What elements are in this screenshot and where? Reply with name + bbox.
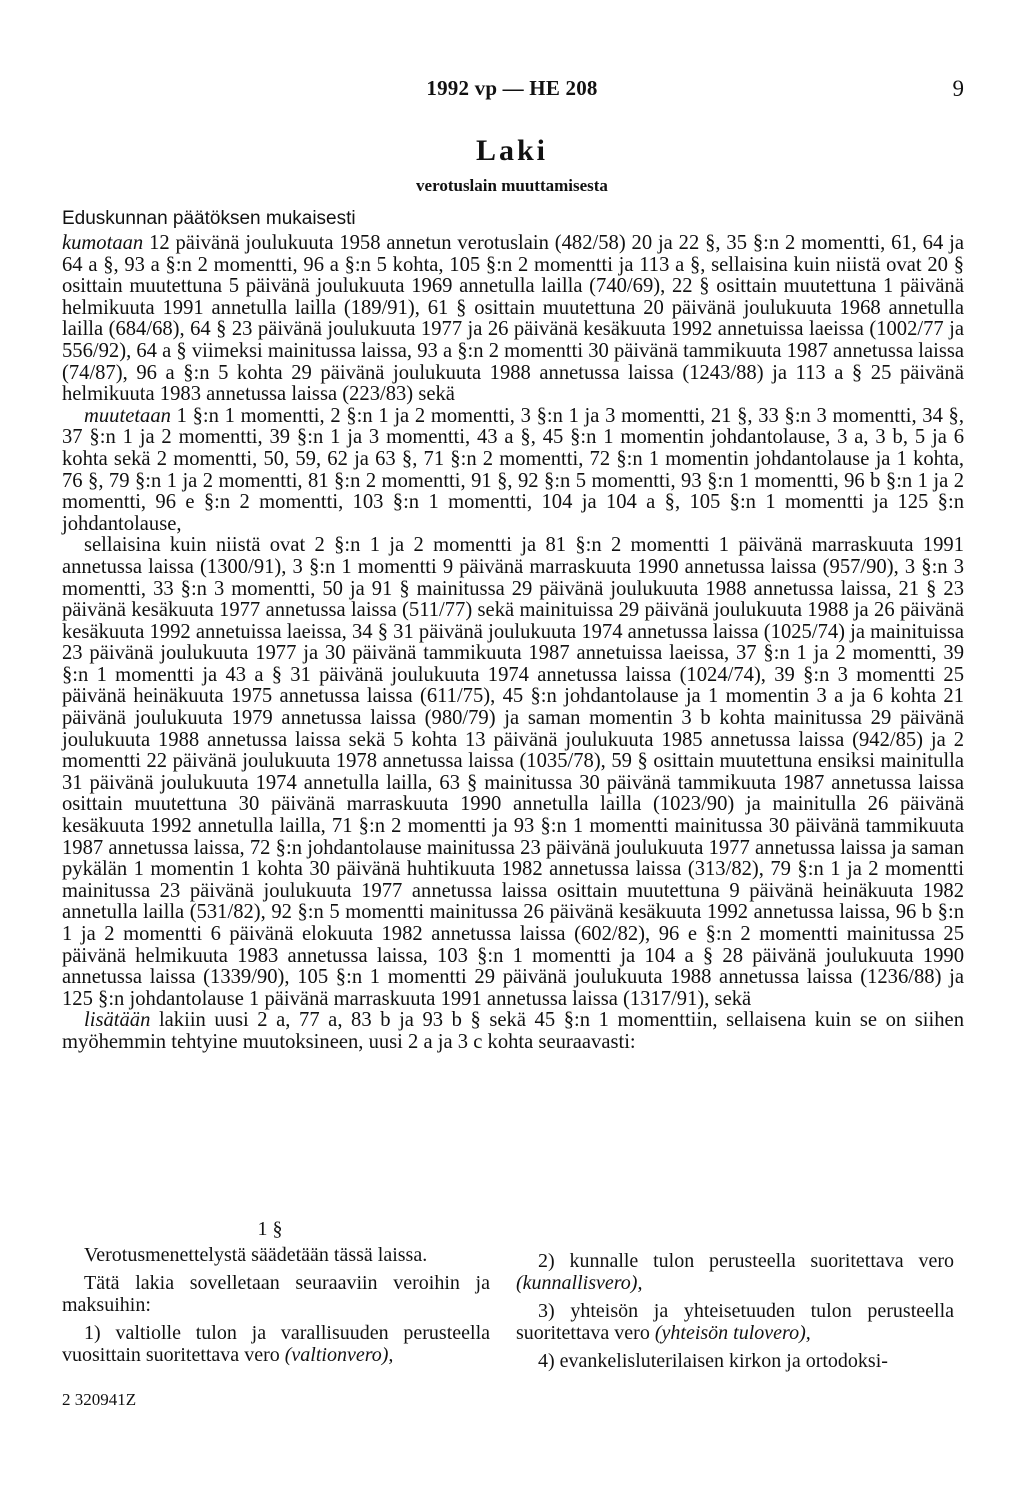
item-3-term: (yhteisön tulovero), <box>654 1322 811 1344</box>
law-subtitle: verotuslain muuttamisesta <box>416 176 608 195</box>
section-item-1 <box>62 1322 490 1366</box>
print-code: 2 320941Z <box>62 1390 137 1409</box>
amend-text: 1 §:n 1 momentti, 2 §:n 1 ja 2 momentti, 3 §:n 1 ja 3 momentti, 21 §, 33 §:n 3 momentti, 34 §, 37 §:n 1 ja 2 momentti, 39 §:n 1 ja 3 momentti, 43 a §, 45 §:n 1 momentin johdantolause, 3 a, 3 b, 5 ja 6 kohta sekä 2 momentti, 50, 59, 62 ja 63 §, 71 §:n 2 momentti, 72 §:n 1 momentin johdantolause ja 1 kohta, 76 §, 79 §:n 1 ja 2 momentti, 81 §:n 2 momentti, 91 §, 92 §:n 5 momentti, 93 §:n 1 momentti, 96 b §:n 1 ja 2 momentti, 96 e §:n 2 momentti, 103 §:n 1 momentti, 104 ja 104 a §, 105 §:n 1 momentti ja 125 §:n johdantolause, <box>62 404 964 535</box>
left-column <box>62 1244 490 1372</box>
right-column <box>516 1250 954 1378</box>
enactment-clause: Eduskunnan päätöksen mukaisesti <box>62 208 356 229</box>
item-2-term: (kunnallisvero), <box>516 1272 643 1294</box>
section-heading: 1 § <box>257 1218 283 1240</box>
amend-keyword: muutetaan <box>84 404 171 427</box>
section-item-4: 4) evankelisluterilaisen kirkon ja ortodoksi- <box>538 1350 888 1372</box>
running-title: 1992 vp — HE 208 <box>426 76 598 100</box>
item-1-term: (valtionvero), <box>284 1344 394 1366</box>
add-text: lakiin uusi 2 a, 77 a, 83 b ja 93 b § sekä 45 §:n 1 momenttiin, sellaisena kuin se on siihen myöhemmin tehtyine muutoksineen, uusi 2 a ja 3 c kohta seuraavasti: <box>62 1009 964 1053</box>
section-item-3 <box>516 1300 954 1344</box>
page-number: 9 <box>952 76 964 101</box>
item-1-text: 1) valtiolle tulon ja varallisuuden perusteella vuosittain suoritettava vero <box>62 1322 490 1366</box>
repeal-keyword: kumotaan <box>62 232 144 254</box>
section-item-2 <box>516 1250 954 1294</box>
amend-detail-paragraph: sellaisina kuin niistä ovat 2 §:n 1 ja 2 momentti ja 81 §:n 2 momentti 1 päivänä marraskuuta 1991 annetussa laissa (1300/91), 3 §:n 1 momentti 9 päivänä marraskuuta 1990 annetussa laissa (957/90), 3 §:n 3 momentti, 33 §:n 3 momentti, 50 ja 91 § mainitussa 29 päivänä joulukuuta 1988 annetussa laissa, 21 § 23 päivänä kesäkuuta 1977 annetussa laissa (511/77) sekä mainituissa 29 päivänä joulukuuta 1988 ja 26 päivänä kesäkuuta 1992 annetuissa laeissa, 34 § 31 päivänä joulukuuta 1974 annetussa laissa (1025/74) ja mainituissa 23 päivänä joulukuuta 1977 ja 30 päivänä tammikuuta 1987 annetuissa laeissa, 37 §:n 1 ja 2 momentti, 39 §:n 1 momentti ja 43 a § 31 päivänä joulukuuta 1974 annetussa laissa (1024/74), 39 §:n 3 momentti 25 päivänä heinäkuuta 1975 annetussa laissa (611/75), 45 §:n johdantolause ja 1 momentin 3 a ja 6 kohta 21 päivänä joulukuuta 1979 annetussa laissa (980/79) ja saman momentin 3 b kohta mainitussa 29 päivänä joulukuuta 1988 annetussa laissa sekä 5 kohta 13 päivänä joulukuuta 1985 annetussa laissa (942/85) ja 2 momentti 22 päivänä joulukuuta 1978 annetussa laissa (1035/78), 59 § osittain muutettuna ensiksi mainitulla 31 päivänä joulukuuta 1974 annetulla lailla, 63 § mainitussa 30 päivänä tammikuuta 1987 annetussa laissa osittain muutettuna 30 päivänä marraskuuta 1990 annetulla lailla (1023/90) ja mainitulla 26 päivänä kesäkuuta 1992 annetulla lailla, 71 §:n 2 momentti ja 93 §:n 1 momentti mainitussa 30 päivänä tammikuuta 1987 annetussa laissa, 72 §:n johdantolause mainitussa 23 päivänä joulukuuta 1977 annetussa laissa ja saman pykälän 1 momentin 1 kohta 30 päivänä huhtikuuta 1982 annetussa laissa (313/82), 79 §:n 1 ja 2 momentti mainitussa 23 päivänä joulukuuta 1977 annetussa laissa osittain muutettuna 9 päivänä heinäkuuta 1982 annetulla lailla (531/82), 92 §:n 5 momentti mainitussa 26 päivänä kesäkuuta 1992 annetussa laissa, 96 b §:n 1 ja 2 momentti 6 päivänä elokuuta 1982 annetussa laissa (602/82), 96 e §:n 2 momentti mainitussa 25 päivänä helmikuuta 1983 annetussa laissa, 103 §:n 1 momentti ja 104 a § 28 päivänä joulukuuta 1990 annetussa laissa (1339/90), 105 §:n 1 momentti 29 päivänä joulukuuta 1988 annetussa laissa (1236/88) ja 125 §:n johdantolause 1 päivänä marraskuuta 1991 annetussa laissa (1317/91), sekä <box>62 534 964 1010</box>
amendment-text <box>62 233 964 1054</box>
law-title: Laki <box>475 134 549 167</box>
item-3-text: 3) yhteisön ja yhteisetuuden tulon perusteella suoritettava vero <box>516 1300 954 1344</box>
page-header <box>0 76 1024 106</box>
item-2-text: 2) kunnalle tulon perusteella suoritettava vero <box>538 1250 954 1272</box>
amend-paragraph <box>62 406 964 536</box>
repeal-text: 12 päivänä joulukuuta 1958 annetun verotuslain (482/58) 20 ja 22 §, 35 §:n 2 momentti, 61, 64 ja 64 a §, 93 a §:n 2 momentti, 96 a §:n 5 kohta, 105 §:n 2 momentti ja 113 a §, sellaisina kuin niistä ovat 20 § osittain muutettuna 5 päivänä joulukuuta 1969 annetulla lailla (740/69), 22 § osittain muutettuna 1 päivänä helmikuuta 1991 annetulla lailla (189/91), 61 § osittain muutettuna 20 päivänä joulukuuta 1968 annetulla lailla (684/68), 64 § 23 päivänä joulukuuta 1977 ja 26 päivänä kesäkuuta 1992 annetuissa laeissa (1002/77 ja 556/92), 64 a § viimeksi mainitussa laissa, 93 a §:n 2 momentti 30 päivänä tammikuuta 1987 annetussa laissa (74/87), 96 a §:n 5 kohta 29 päivänä joulukuuta 1988 annetussa laissa (1243/88) ja 113 a § 25 päivänä helmikuuta 1983 annetussa laissa (223/83) sekä <box>62 232 964 406</box>
section-paragraph-2: Tätä lakia sovelletaan seuraaviin veroihin ja maksuihin: <box>62 1272 490 1316</box>
add-paragraph <box>62 1010 964 1053</box>
repeal-paragraph <box>62 233 964 406</box>
section-paragraph-1: Verotusmenettelystä säädetään tässä laissa. <box>84 1244 428 1266</box>
add-keyword: lisätään <box>84 1009 151 1032</box>
